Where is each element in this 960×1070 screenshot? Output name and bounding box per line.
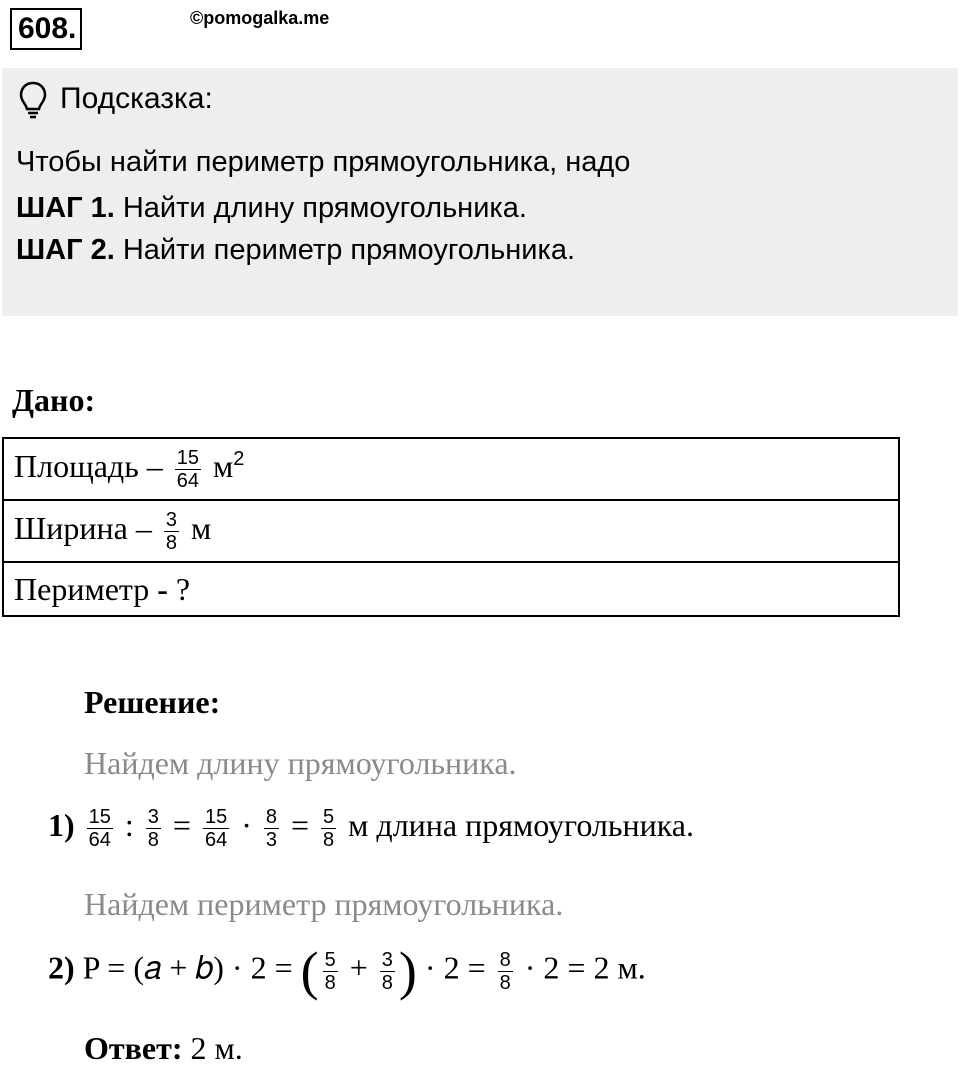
numerator: 3: [165, 508, 177, 531]
given-exponent: 2: [233, 447, 245, 470]
given-dash: -: [157, 570, 168, 607]
given-dash: –: [146, 447, 163, 484]
numerator: 5: [323, 806, 335, 828]
operator: =: [172, 806, 191, 843]
table-row: [3, 438, 899, 500]
hint-step-1: [16, 192, 527, 225]
denominator: 8: [381, 971, 393, 994]
given-unit: м: [213, 447, 234, 484]
given-title: Дано:: [12, 382, 96, 418]
step-tail: · 2 = 2 м.: [524, 949, 646, 986]
hint-step-text: Найти периметр прямоугольника.: [122, 234, 576, 266]
given-dash: –: [135, 509, 152, 546]
solution-comment-1: Найдем длину прямоугольника.: [84, 745, 517, 781]
solution-step-1: [48, 806, 694, 851]
fraction: [175, 447, 201, 492]
answer-line: [84, 1030, 243, 1067]
given-area-cell: [3, 438, 899, 500]
given-unit: м: [190, 509, 212, 546]
hint-step-text: Найти длину прямоугольника.: [122, 192, 527, 224]
denominator: 8: [324, 971, 336, 994]
given-label: Площадь: [14, 447, 139, 484]
fraction: [498, 949, 513, 994]
denominator: 8: [323, 829, 335, 851]
given-width-cell: [3, 500, 899, 562]
given-perimeter-cell: [3, 562, 899, 616]
hint-step-2: [16, 234, 575, 267]
answer-label: Ответ:: [84, 1030, 183, 1066]
answer-value: 2 м.: [190, 1030, 243, 1066]
task-number: 608.: [10, 8, 82, 50]
fraction: [164, 509, 179, 554]
solution-step-2: [48, 941, 646, 1001]
numerator: 15: [88, 806, 111, 828]
numerator: 15: [204, 806, 228, 828]
hint-step-label: ШАГ 2.: [16, 234, 115, 266]
numerator: 5: [324, 948, 336, 971]
fraction: [87, 806, 113, 851]
given-label: Ширина: [14, 509, 128, 546]
denominator: 8: [165, 531, 177, 554]
operator: =: [291, 806, 310, 843]
formula-mid: · 2 =: [424, 949, 486, 986]
hint-intro: Чтобы найти периметр прямоугольника, надо: [16, 146, 631, 178]
table-row: [3, 500, 899, 562]
operator: :: [124, 806, 134, 843]
given-table: [2, 437, 900, 617]
fraction: [203, 806, 229, 851]
numerator: 15: [176, 446, 200, 469]
step-tail: м длина прямоугольника.: [348, 806, 694, 843]
denominator: 64: [204, 829, 228, 851]
operator: ·: [241, 806, 252, 843]
left-paren: (: [300, 941, 319, 1001]
solution-comment-2: Найдем периметр прямоугольника.: [84, 886, 564, 922]
brand-watermark: ©pomogalka.me: [190, 8, 330, 28]
hint-box: [2, 68, 958, 316]
numerator: 3: [147, 806, 159, 828]
solution-title: Решение:: [84, 684, 221, 720]
fraction: [321, 806, 336, 851]
numerator: 8: [265, 806, 277, 828]
lightbulb-icon: [18, 80, 48, 120]
step-label: 1): [48, 806, 75, 843]
operator: +: [349, 949, 368, 986]
fraction: [323, 949, 338, 994]
denominator: 64: [88, 829, 111, 851]
given-label: Периметр: [14, 570, 150, 607]
given-question: ?: [175, 570, 191, 607]
fraction: [380, 949, 395, 994]
hint-step-label: ШАГ 1.: [16, 192, 115, 224]
formula-lhs: P = (𝑎 + 𝑏) · 2 =: [82, 949, 293, 986]
denominator: 8: [147, 829, 159, 851]
step-label: 2): [48, 949, 75, 986]
denominator: 8: [499, 971, 511, 994]
fraction: [146, 806, 161, 851]
numerator: 8: [499, 948, 511, 971]
fraction: [264, 806, 279, 851]
denominator: 64: [176, 469, 200, 492]
right-paren: ): [398, 941, 417, 1001]
numerator: 3: [381, 948, 393, 971]
hint-title: Подсказка:: [60, 82, 213, 115]
denominator: 3: [265, 829, 277, 851]
table-row: [3, 562, 899, 616]
